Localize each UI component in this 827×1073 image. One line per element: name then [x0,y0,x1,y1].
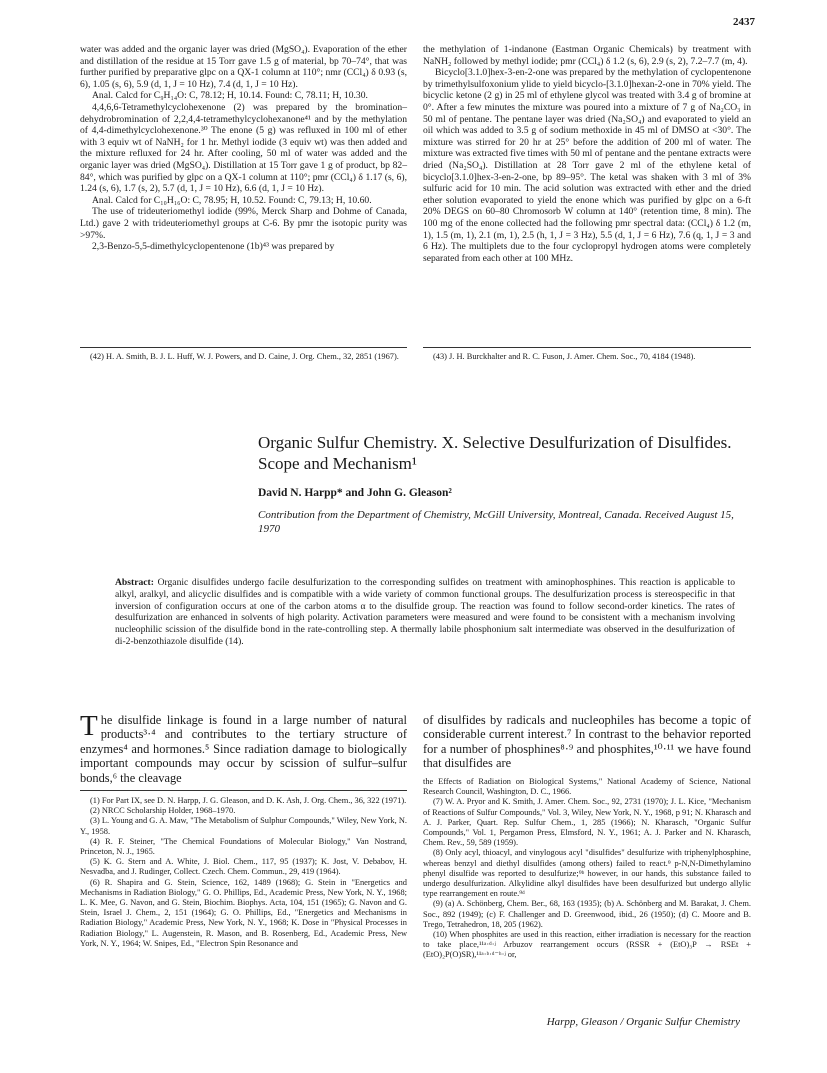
footnote-rule [80,790,407,791]
drop-cap: T [80,710,98,742]
abstract-label: Abstract: [115,577,154,588]
body-text: of disulfides by radicals and nucleophiles has become a topic of considerable current interest.⁷ In contrast to the behavior reported for a number of phosphines⁸·⁹ and phosphites,¹⁰·¹¹ we have found that disulfides are [423,713,751,771]
footnote: (5) K. G. Stern and A. White, J. Biol. Chem., 117, 95 (1937); K. Jost, V. Debabov, H. Nesvadba, and J. Rudinger, Collect. Czech. Chem. Commun., 29, 419 (1964). [80,857,407,877]
footnote: (6) R. Shapira and G. Stein, Science, 162, 1489 (1968); G. Stein in "Energetics and Mechanisms in Radiation Biology," G. O. Phillips, Ed., Academic Press, New York, N. Y., 1968; L. K. Mee, G. Navon, and G. Stein, Biochim. Biophys. Acta, 104, 151 (1965); G. Navon and G. Stein, Israel J. Chem., 2, 151 (1964); G. O. Phillips, Ed., "Energetics and Mechanisms in Radiation Biology," Academic Press, New York, N. Y., 1968; K. Dose in "Physical Processes in Radiation Biology," L. Augenstein, R. Mason, and B. Rosenberg, Ed., Academic Press, New York, N. Y., 1964; W. Snipes, Ed., "Electron Spin Resonance and [80,877,407,948]
paragraph: 4,4,6,6-Tetramethylcyclohexenone (2) was prepared by the bromination–dehydrobromination of 2,2,4,4-tetramethylcyclohexanone⁴¹ and by the methylation of 4,4-dimethylcyclohexenone.³⁰ The enone (5 g) was refluxed in 100 ml of ether with 3 equiv wt of NaNH₂ for 1 hr. Methyl iodide (3 equiv wt) was then added and the mixture refluxed for 24 hr. After cooling, 50 ml of water was added and the organic layer was dried (MgSO₄). Distillation at 15 Torr gave 1 g of product, bp 82–84°, which was purified by glpc on a QX-1 column at 110°; pmr (CCl₄) δ 1.17 (s, 6), 1.24 (s, 6), 1.7 (s, 2), 5.7 (d, 1, J = 10 Hz), 6.6 (d, 1, J = 10 Hz). [80,101,407,195]
paragraph: 2,3-Benzo-5,5-dimethylcyclopentenone (1b)⁴³ was prepared by [92,241,335,253]
footnote-text: (43) J. H. Burckhalter and R. C. Fuson, J. Amer. Chem. Soc., 70, 4184 (1948). [433,352,696,361]
footnote: the Effects of Radiation on Biological Systems," National Academy of Science, National Research Council, Washington, D. C., 1966. [423,777,751,797]
footnote: (8) Only acyl, thioacyl, and vinylogous acyl "disulfides" desulfurize with triphenylphosphine, whereas benzyl and diethyl disulfides (among others) failed to react.⁹ p-N,N-Dimethylamino phenyl disulfide was reported to desulfurize;⁹ᵇ however, in our hands, this substance failed to undergo desulfurization. Alkylidine alkyl disulfides have been desulfurized but undergo allylic type rearrangement en route.⁹ᵈ [423,848,751,899]
paragraph: the methylation of 1-indanone (Eastman Organic Chemicals) by treatment with NaNH₂ followed by methyl iodide; pmr (CCl₄) δ 1.2 (s, 6), 2.9 (s, 2), 7.2–7.7 (m, 4). [423,44,751,67]
running-footer: Harpp, Gleason / Organic Sulfur Chemistry [546,1016,740,1028]
footnote-43 [423,352,751,362]
paragraph: water was added and the organic layer was dried (MgSO₄). Evaporation of the ether and distillation of the residue at 15 Torr gave 1.5 g of material, bp 70–74°, that was further purified by preparative glpc on a QX-1 column at 110°; nmr (CCl₄) δ 0.93 (s, 6), 1.05 (s, 6), 5.9 (d, 1, J = 10 Hz), 7.4 (d, 1, J = 10 Hz). [80,44,407,90]
article-authors: David N. Harpp* and John G. Gleason² [258,487,452,499]
footnote: (10) When phosphites are used in this reaction, either irradiation is necessary for the reaction to take place,¹¹ᵃ·ᵈ·ʲ Arbuzov rearrangement occurs (RSSR + (EtO)₃P → RSEt + (EtO)₂P(O)SR),¹¹ᵃ·ᵇ·ᵈ⁻ʰ·ʲ or, [423,930,751,960]
paragraph: Anal. Calcd for C₉H₁₄O: C, 78.12; H, 10.14. Found: C, 78.11; H, 10.30. [92,90,368,102]
footnote-text: (42) H. A. Smith, B. J. L. Huff, W. J. Powers, and D. Caine, J. Org. Chem., 32, 2851 (1967). [90,352,399,361]
top-left-column [80,44,407,253]
body-left-column [80,710,407,785]
footnote: (9) (a) A. Schönberg, Chem. Ber., 68, 163 (1935); (b) A. Schönberg and M. Barakat, J. Chem. Soc., 892 (1949); (c) F. Challenger and D. Greenwood, ibid., 26 (1950); (d) C. Moore and B. Trego, Tetrahedron, 18, 205 (1962). [423,899,751,929]
footnote-rule [423,347,751,348]
footnote: (3) L. Young and G. A. Maw, "The Metabolism of Sulphur Compounds," Wiley, New York, N. Y., 1958. [80,816,407,836]
article-affiliation: Contribution from the Department of Chemistry, McGill University, Montreal, Canada. Received August 15, 1970 [258,509,734,535]
footnotes-right [423,777,751,961]
abstract-text: Organic disulfides undergo facile desulfurization to the corresponding sulfides on treatment with aminophosphines. This reaction is applicable to alkyl, aralkyl, and alicyclic disulfides and is compatible with a wide variety of common functional groups. The desulfurization process is stereospecific in that inversion of configuration occurs at one of the carbon atoms α to the disulfide group. The reaction was found to follow second-order kinetics. The rates of desulfurization are enhanced in solvents of high polarity. Activation parameters were measured and were found to be consistent with a mechanism involving nucleophilic scission of the disulfide bond in the rate-controlling step. A thermally labile phosphonium salt intermediate was observed in the desulfurization of di-2-benzothiazole disulfide (14). [115,577,736,647]
paragraph: Bicyclo[3.1.0]hex-3-en-2-one was prepared by the methylation of cyclopentenone by trimethylsulfoxonium ylide to yield bicyclo-[3.1.0]hexan-2-one in 70% yield. The bicyclic ketone (2 g) in 25 ml of ethylene glycol was treated with 3.4 g of bromine at 0°. After a few minutes the mixture was poured into a mixture of 7 g of Na₂CO₃ in 50 ml of pentane. The pentane layer was dried (Na₂SO₄) and evaporated to yield an oil which was added to 3.5 g of sodium methoxide in 45 ml of DMSO at <30°. The mixture was stirred for 20 hr at 25° before the addition of 200 ml of water. The mixture was extracted five times with 50 ml of pentane and the pentane extracts were dried (Na₂SO₄). Distillation at 28 Torr gave 2 ml of the ethylene ketal of bicyclo[3.1.0]hex-3-en-2-one, bp 89–95°. The ketal was shaken with 3 ml of 3% sulfuric acid for 10 min. The acid solution was extracted with ether and the dried ether solution evaporated to yield the enone which was purified by glpc on a 6-ft 20% DEGS on 60–80 Chromosorb W column at 140° (retention time, 8 min). The 100 mg of the enone collected had the following pmr spectral data: (CCl₄) δ 1.2 (m, 1), 1.5 (m, 1), 2.1 (m, 1), 2.5 (h, 1, J = 3 Hz), 5.5 (d, 1, J = 6 Hz), 7.6 (q, 1, J = 3 and 6 Hz). The multiplets due to the four cyclopropyl hydrogen atoms were completely separated from each other at 100 MHz. [423,67,751,264]
footnote: (7) W. A. Pryor and K. Smith, J. Amer. Chem. Soc., 92, 2731 (1970); J. L. Kice, "Mechanism of Reactions of Sulfur Compounds," Vol. 3, Wiley, New York, N. Y., 1968, p 91; N. Kharasch and A. J. Parker, Quart. Rep. Sulfur Chem., 1, 285 (1966); N. Kharasch, "Organic Sulfur Compounds," Vol. 1, Pergamon Press, Elmsford, N. Y., 1961; A. J. Parker and N. Kharasch, Chem. Rev., 59, 589 (1959). [423,797,751,848]
paragraph: Anal. Calcd for C₁₀H₁₆O: C, 78.95; H, 10.52. Found: C, 79.13; H, 10.60. [92,194,372,206]
footnote: (4) R. F. Steiner, "The Chemical Foundations of Molecular Biology," Van Nostrand, Princeton, N. J., 1965. [80,836,407,857]
footnote-rule [80,347,407,348]
top-right-column [423,44,751,264]
body-right-column [423,713,751,771]
paragraph: The use of trideuteriomethyl iodide (99%, Merck Sharp and Dohme of Canada, Ltd.) gave 2 with trideuteriomethyl groups at C-6. By pmr the isotopic purity was >97%. [80,206,407,241]
article-title: Organic Sulfur Chemistry. X. Selective Desulfurization of Disulfides. Scope and Mechanism¹ [258,433,732,473]
footnotes-left [80,796,407,949]
body-text: he disulfide linkage is found in a large number of natural products³·⁴ and contributes to the tertiary structure of enzymes⁴ and hormones.⁵ Since radiation damage to biologically important compounds may occur by scission of sulfur–sulfur bonds,⁶ the cleavage [80,713,407,785]
footnote: (1) For Part IX, see D. N. Harpp, J. G. Gleason, and D. K. Ash, J. Org. Chem., 36, 322 (1971). [90,796,407,805]
footnote: (2) NRCC Scholarship Holder, 1968–1970. [90,806,236,816]
footnote-42 [80,352,407,362]
abstract [115,577,735,648]
page-number: 2437 [733,16,755,28]
